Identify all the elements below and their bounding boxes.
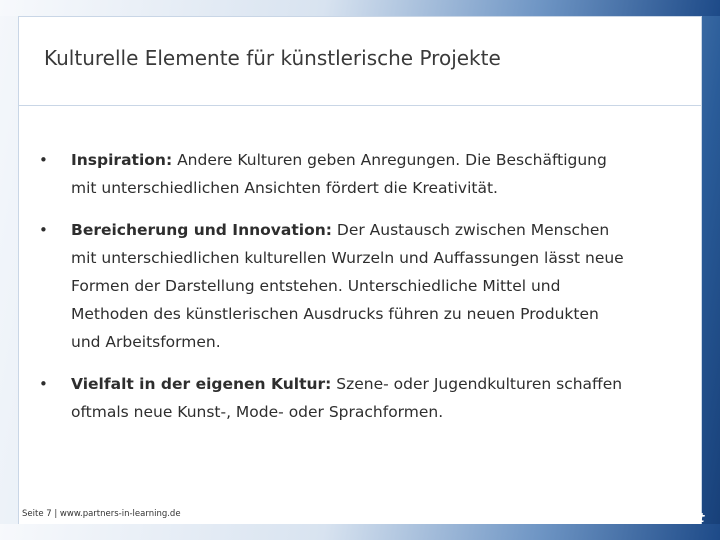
bullet-list [39, 146, 629, 440]
footer-band [0, 524, 720, 540]
title-area [18, 16, 702, 106]
top-frame-band [0, 0, 720, 16]
bullet-text: Der Austausch zwischen Menschen mit unterschiedlichen kulturellen Wurzeln und Auffassungen lässt neue Formen der Darstellung entstehen. Unterschiedliche Mittel und Methoden des künstlerischen Ausdrucks führen zu neuen Produkten und Arbeitsformen. [71, 221, 624, 351]
bullet-item-vielfalt [39, 370, 629, 426]
bullet-text: Szene- oder Jugendkulturen schaffen oftmals neue Kunst-, Mode- oder Sprachformen. [71, 375, 623, 421]
bullet-icon: • [39, 151, 48, 169]
bullet-term: Bereicherung und Innovation: [71, 221, 332, 239]
bullet-term: Inspiration: [71, 151, 173, 169]
bullet-item-bereicherung [39, 216, 629, 356]
footer-page-info: Seite 7 | www.partners-in-learning.de [22, 509, 181, 519]
bullet-term: Vielfalt in der eigenen Kultur: [71, 375, 332, 393]
bullet-text: Andere Kulturen geben Anregungen. Die Beschäftigung mit unterschiedlichen Ansichten fördert die Kreativität. [71, 151, 607, 197]
bullet-icon: • [39, 221, 48, 239]
bullet-item-inspiration [39, 146, 629, 202]
bullet-icon: • [39, 375, 48, 393]
content-panel [18, 106, 702, 524]
microsoft-logo: Microsoft [642, 510, 704, 525]
slide-title: Kulturelle Elemente für künstlerische Projekte [44, 46, 501, 70]
